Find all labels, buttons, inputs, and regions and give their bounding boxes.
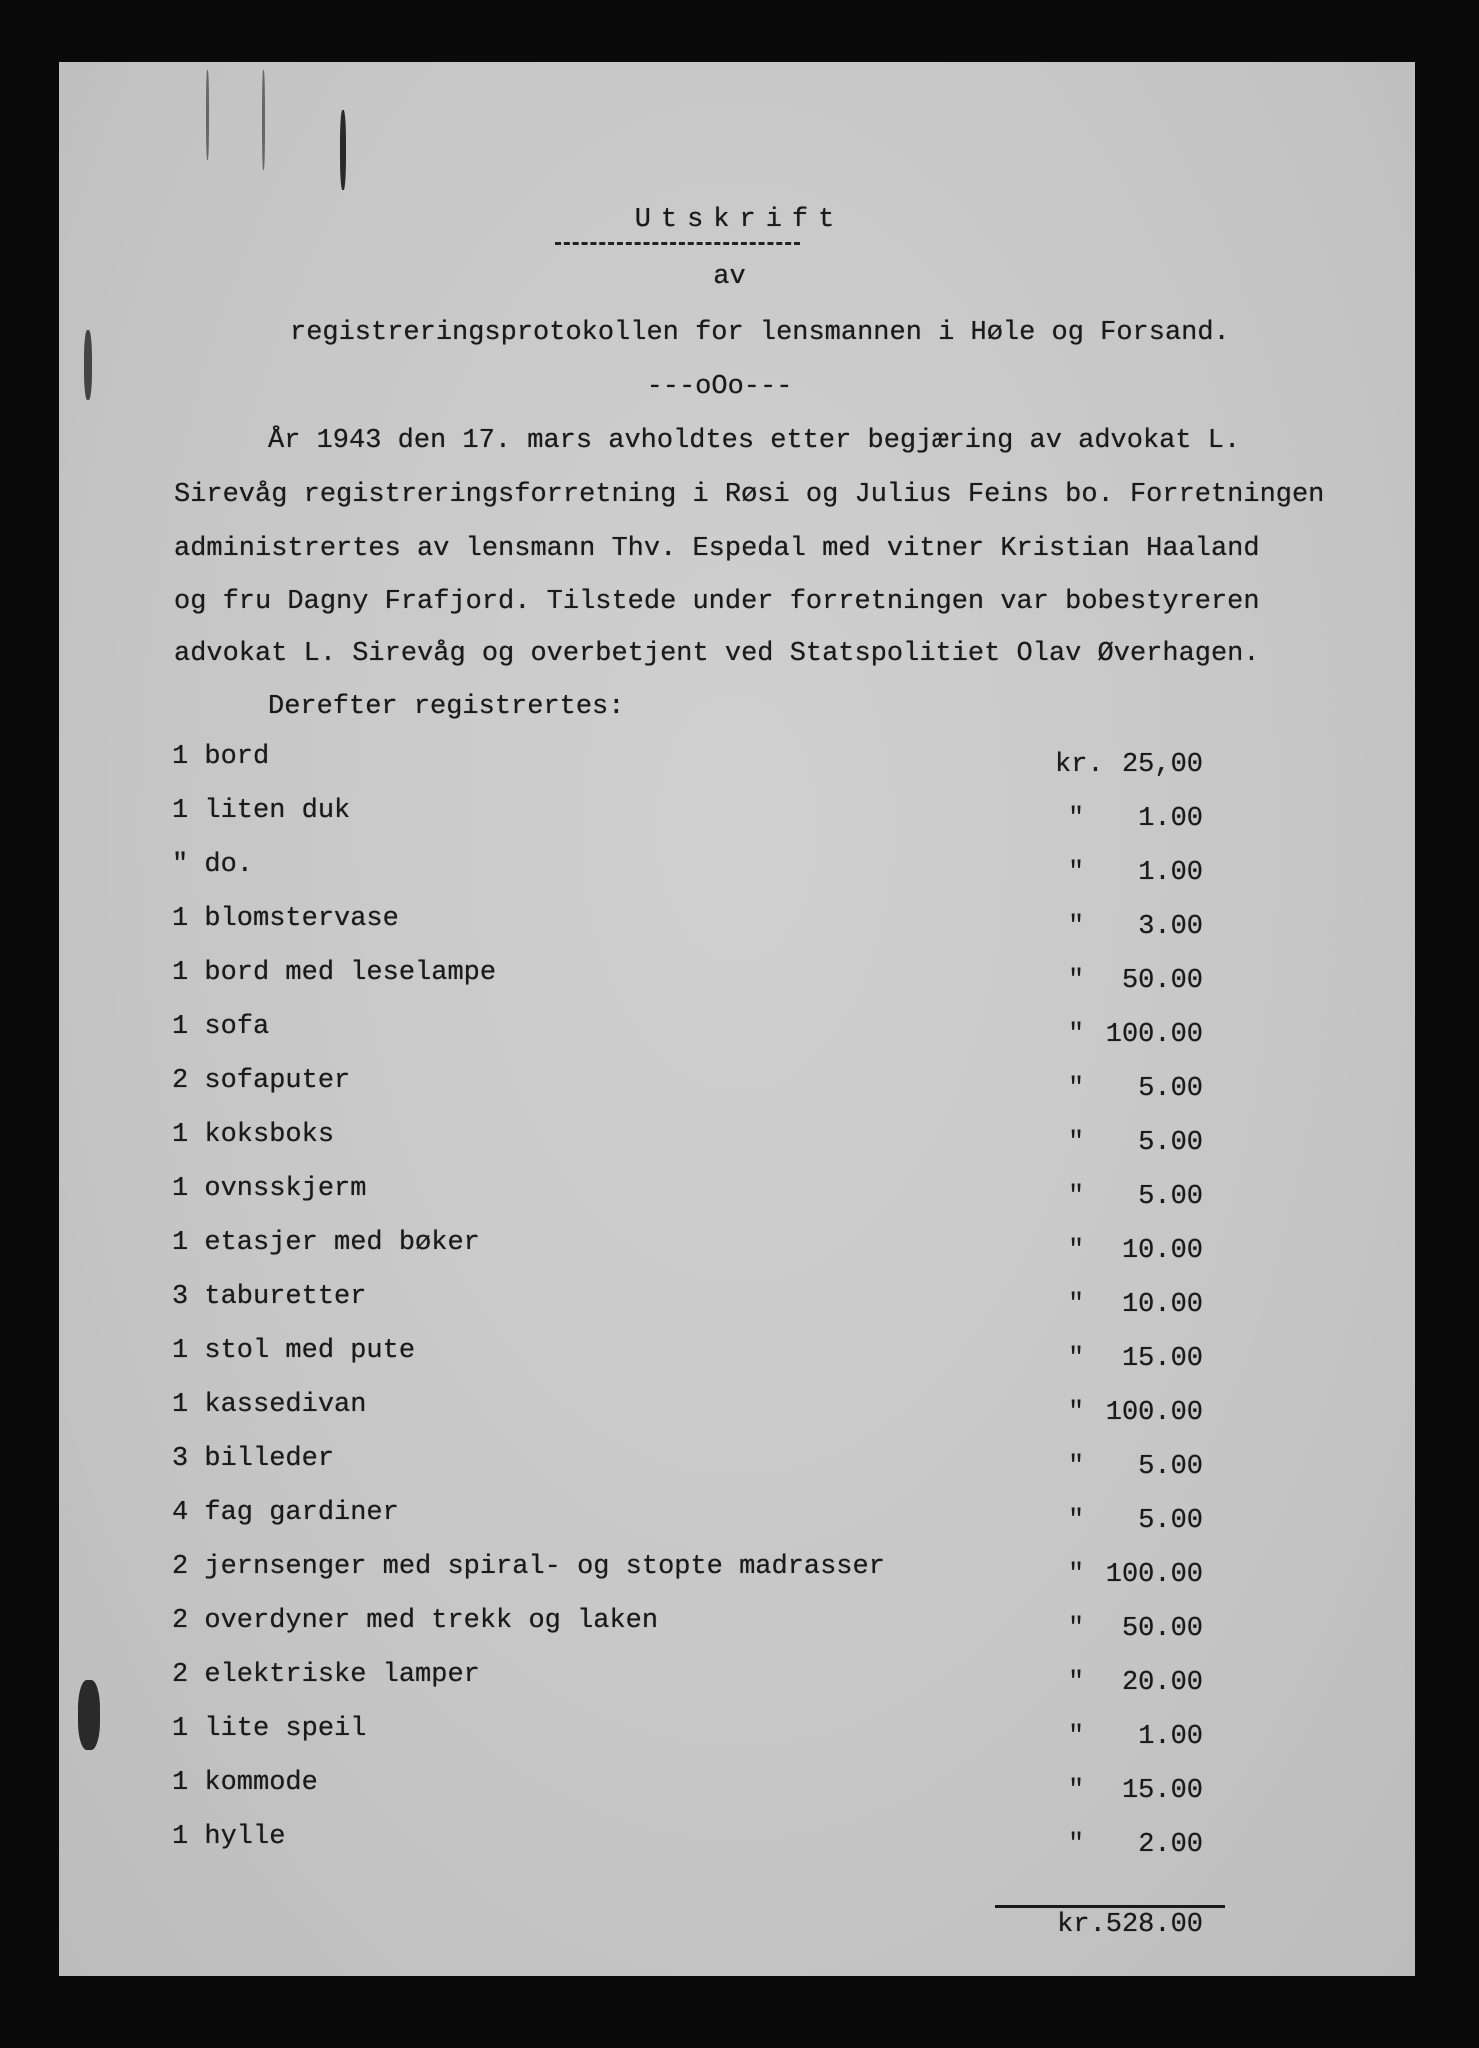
paragraph-line: og fru Dagny Frafjord. Tilstede under forretningen var bobestyreren [174,587,1260,617]
ditto-mark: " [1068,1668,1085,1698]
item-amount: 1.00 [1138,804,1203,834]
ditto-mark: " [1068,1344,1085,1374]
ditto-mark: " [1068,1506,1085,1536]
item-description: 1 bord med leselampe [172,958,497,988]
item-amount: 10.00 [1121,1236,1203,1266]
item-description: 1 koksboks [172,1120,335,1150]
ditto-mark: " [1068,1560,1085,1590]
item-amount: 50.00 [1121,966,1203,996]
ink-mark [262,70,265,170]
ditto-mark: " [1068,858,1085,888]
item-description: 1 lite speil [172,1714,367,1744]
item-description: 1 kommode [172,1768,318,1798]
ditto-mark: " [1068,1020,1085,1050]
ditto-mark: " [1068,966,1085,996]
total-amount: kr.528.00 [1057,1910,1203,1940]
item-description: 1 kassedivan [172,1390,367,1420]
item-description: 4 fag gardiner [172,1498,399,1528]
intro-line: Derefter registrertes: [268,692,625,722]
item-description: 1 blomstervase [172,904,399,934]
ditto-mark: " [1068,804,1085,834]
ditto-mark: " [1068,1830,1085,1860]
item-amount: 5.00 [1138,1074,1203,1104]
paragraph-line: administrertes av lensmann Thv. Espedal med vitner Kristian Haaland [174,534,1260,564]
currency-prefix: kr. [1055,750,1104,780]
paragraph-line: Sirevåg registreringsforretning i Røsi og Julius Feins bo. Forretningen [174,480,1325,510]
ditto-mark: " [1068,1128,1085,1158]
paragraph-line: advokat L. Sirevåg og overbetjent ved Statspolitiet Olav Øverhagen. [174,639,1260,669]
paragraph-line: År 1943 den 17. mars avholdtes etter begjæring av advokat L. [268,426,1241,456]
item-description: 1 stol med pute [172,1336,416,1366]
item-description: 3 taburetter [172,1282,367,1312]
item-amount: 25,00 [1121,750,1203,780]
item-description: 3 billeder [172,1444,335,1474]
item-description: 2 sofaputer [172,1066,351,1096]
ditto-mark: " [1068,1398,1085,1428]
ditto-mark: " [1068,1290,1085,1320]
ditto-mark: " [1068,1074,1085,1104]
item-amount: 1.00 [1138,858,1203,888]
ink-stain [78,1680,100,1750]
item-amount: 15.00 [1121,1344,1203,1374]
item-amount: 50.00 [1121,1614,1203,1644]
ditto-mark: " [1068,1236,1085,1266]
item-amount: 5.00 [1138,1128,1203,1158]
item-description: 1 ovnsskjerm [172,1174,367,1204]
document-subtitle: av [713,262,746,292]
item-amount: 5.00 [1138,1452,1203,1482]
item-amount: 100.00 [1105,1560,1203,1590]
separator: ---oOo--- [646,372,793,402]
item-amount: 5.00 [1138,1506,1203,1536]
item-amount: 2.00 [1138,1830,1203,1860]
item-description: 1 sofa [172,1012,270,1042]
ink-mark [340,110,346,190]
item-amount: 1.00 [1138,1722,1203,1752]
item-description: 2 elektriske lamper [172,1660,480,1690]
item-amount: 100.00 [1105,1398,1203,1428]
document-title: Utskrift [634,205,845,235]
ditto-mark: " [1068,1182,1085,1212]
item-description: 1 bord [172,742,270,772]
item-description: 1 liten duk [172,796,351,826]
item-description: 2 jernsenger med spiral- og stopte madrasser [172,1552,885,1582]
item-description: " do. [172,850,254,880]
item-amount: 20.00 [1121,1668,1203,1698]
ditto-mark: " [1068,912,1085,942]
item-amount: 10.00 [1121,1290,1203,1320]
item-amount: 100.00 [1105,1020,1203,1050]
item-description: 1 etasjer med bøker [172,1228,480,1258]
item-description: 2 overdyner med trekk og laken [172,1606,659,1636]
title-underline [555,242,800,245]
ink-mark [206,70,209,160]
item-amount: 5.00 [1138,1182,1203,1212]
total-rule [995,1905,1225,1908]
item-amount: 3.00 [1138,912,1203,942]
item-amount: 15.00 [1121,1776,1203,1806]
item-description: 1 hylle [172,1822,286,1852]
ditto-mark: " [1068,1614,1085,1644]
ditto-mark: " [1068,1722,1085,1752]
document-heading: registreringsprotokollen for lensmannen i Høle og Forsand. [290,318,1230,348]
ditto-mark: " [1068,1452,1085,1482]
ditto-mark: " [1068,1776,1085,1806]
